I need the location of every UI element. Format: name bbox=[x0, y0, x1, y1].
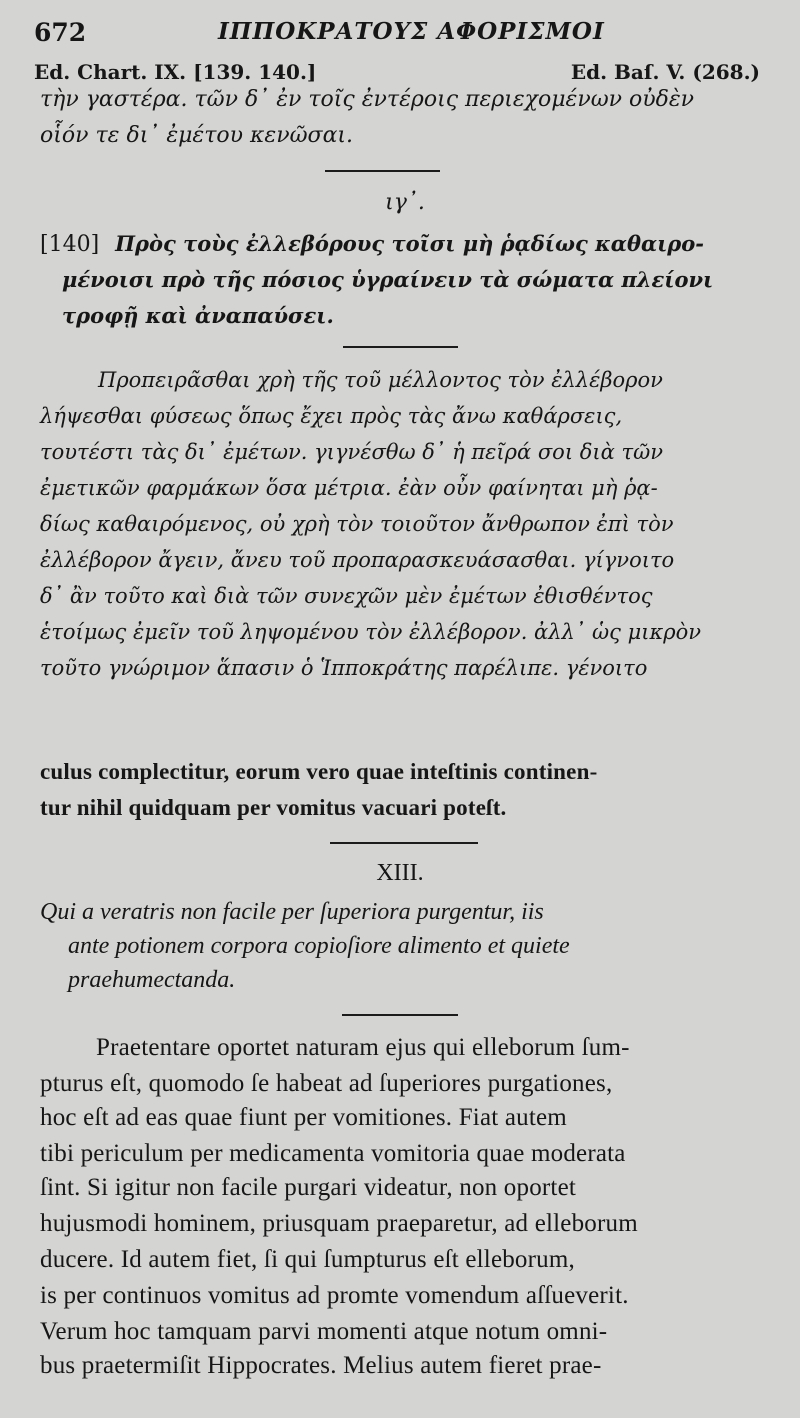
latin-commentary-line: ducere. Id autem fiet, ſi qui ſumpturus eſt elleborum, bbox=[40, 1246, 575, 1273]
greek-commentary-line: ἐλλέβορον ἄγειν, ἄνευ τοῦ προπαρασκευάσασθαι. γίγνοιτο bbox=[40, 548, 675, 572]
greek-commentary-line: δίως καθαιρόμενος, οὐ χρὴ τὸν τοιοῦτον ἄνθρωπον ἐπὶ τὸν bbox=[40, 512, 674, 536]
section-divider bbox=[342, 1014, 458, 1016]
latin-continuation-line: tur nihil quidquam per vomitus vacuari poteſt. bbox=[40, 795, 507, 820]
greek-commentary-line: τουτέστι τὰς δι᾽ ἐμέτων. γιγνέσθω δ᾽ ἡ πεῖρά σοι διὰ τῶν bbox=[40, 440, 663, 464]
latin-commentary-line: Verum hoc tamquam parvi momenti atque notum omni- bbox=[40, 1318, 608, 1345]
latin-commentary-line: Praetentare oportet naturam ejus qui elleborum ſum- bbox=[96, 1034, 630, 1061]
section-divider bbox=[325, 170, 440, 172]
greek-aphorism-marker: [140] bbox=[40, 232, 100, 257]
page-number: 672 bbox=[34, 18, 87, 47]
latin-commentary-line: hoc eſt ad eas quae fiunt per vomitiones. Fiat autem bbox=[40, 1104, 567, 1131]
greek-aphorism-line: μένοισι πρὸ τῆς πόσιος ὑγραίνειν τὰ σώματα πλείονι bbox=[62, 267, 714, 292]
greek-continuation-line: οἷόν τε δι᾽ ἐμέτου κενῶσαι. bbox=[40, 123, 354, 148]
edition-reference-left: Ed. Chart. IX. [139. 140.] bbox=[34, 60, 317, 84]
latin-continuation-line: culus complectitur, eorum vero quae inteſtinis continen- bbox=[40, 759, 598, 784]
greek-commentary-line: Προπειρᾶσθαι χρὴ τῆς τοῦ μέλλοντος τὸν ἐλλέβορον bbox=[98, 368, 663, 392]
greek-commentary-line: τοῦτο γνώριμον ἅπασιν ὁ Ἱπποκράτης παρέλιπε. γένοιτο bbox=[40, 656, 648, 680]
greek-commentary-line: ἐμετικῶν φαρμάκων ὅσα μέτρια. ἐὰν οὖν φαίνηται μὴ ῥᾳ- bbox=[40, 476, 658, 500]
greek-aphorism-line: τροφῇ καὶ ἀναπαύσει. bbox=[62, 303, 334, 328]
greek-continuation-line: τὴν γαστέρα. τῶν δ᾽ ἐν τοῖς ἐντέροις περιεχομένων οὐδὲν bbox=[40, 87, 695, 112]
edition-reference-right: Ed. Baſ. V. (268.) bbox=[570, 60, 760, 84]
latin-commentary-line: pturus eſt, quomodo ſe habeat ad ſuperiores purgationes, bbox=[40, 1070, 613, 1097]
latin-commentary-line: bus praetermiſit Hippocrates. Melius autem fieret prae- bbox=[40, 1352, 602, 1379]
section-divider bbox=[330, 842, 478, 844]
greek-commentary-line: ἑτοίμως ἐμεῖν τοῦ ληψομένου τὸν ἐλλέβορον. ἀλλ᾽ ὡς μικρὸν bbox=[40, 620, 701, 644]
section-divider bbox=[343, 346, 458, 348]
greek-commentary-line: δ᾽ ἂν τοῦτο καὶ διὰ τῶν συνεχῶν μὲν ἐμέτων ἐθισθέντος bbox=[40, 584, 653, 608]
latin-commentary-line: is per continuos vomitus ad promte vomendum aſſueverit. bbox=[40, 1282, 629, 1309]
latin-commentary-line: ſint. Si igitur non facile purgari videatur, non oportet bbox=[40, 1174, 577, 1201]
latin-aphorism-number: XIII. bbox=[376, 860, 424, 886]
latin-aphorism-line: ante potionem corpora copioſiore alimento et quiete bbox=[68, 933, 570, 959]
greek-commentary-line: λήψεσθαι φύσεως ὅπως ἔχει πρὸς τὰς ἄνω καθάρσεις, bbox=[40, 404, 623, 428]
latin-commentary-line: hujusmodi hominem, priusquam praeparetur, ad elleborum bbox=[40, 1210, 638, 1237]
latin-aphorism-line: Qui a veratris non facile per ſuperiora purgentur, iis bbox=[40, 899, 544, 925]
latin-commentary-line: tibi periculum per medicamenta vomitoria quae moderata bbox=[40, 1140, 626, 1167]
greek-aphorism-number: ιγ᾽. bbox=[385, 190, 425, 215]
greek-aphorism-line: [140] Πρὸς τοὺς ἐλλεβόρους τοῖσι μὴ ῥᾳδίως καθαιρο- bbox=[40, 231, 704, 257]
running-title: ΙΠΠΟΚΡΑΤΟΥΣ ΑΦΟΡΙΣΜΟΙ bbox=[218, 18, 605, 45]
latin-aphorism-line: praehumectanda. bbox=[68, 967, 236, 993]
